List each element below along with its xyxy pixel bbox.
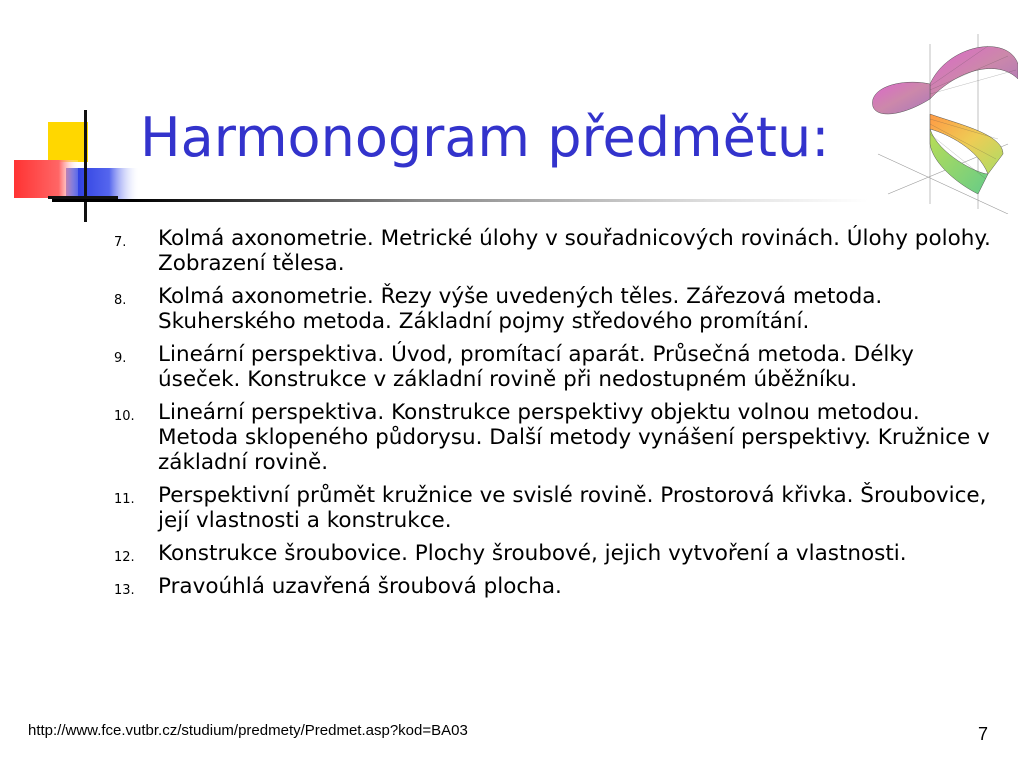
item-number: 9.	[114, 351, 127, 366]
item-number: 7.	[114, 235, 127, 250]
item-text: Konstrukce šroubovice. Plochy šroubové, jejich vytvoření a vlastnosti.	[158, 541, 907, 566]
helicoid-surface-graphic-icon	[868, 24, 1018, 214]
item-text: Lineární perspektiva. Konstrukce perspektivy objektu volnou metodou. Metoda sklopeného půdorysu. Další metody vynášení perspektivy. Kružnice v základní rovině.	[158, 400, 990, 475]
page-number: 7	[978, 724, 989, 744]
item-number: 12.	[114, 550, 135, 565]
item-number: 8.	[114, 293, 127, 308]
topic-list	[114, 226, 994, 607]
item-number: 13.	[114, 583, 135, 598]
square-blocks-decoration-icon	[0, 0, 140, 230]
item-text: Kolmá axonometrie. Řezy výše uvedených těles. Zářezová metoda. Skuherského metoda. Základní pojmy středového promítání.	[158, 284, 883, 334]
list-item	[114, 574, 994, 599]
title-divider	[52, 199, 868, 202]
footer-url: http://www.fce.vutbr.cz/studium/predmety/Predmet.asp?kod=BA03	[28, 722, 468, 739]
item-text: Kolmá axonometrie. Metrické úlohy v souřadnicových rovinách. Úlohy polohy. Zobrazení tělesa.	[158, 226, 991, 276]
item-text: Perspektivní průmět kružnice ve svislé rovině. Prostorová křivka. Šroubovice, její vlastnosti a konstrukce.	[158, 483, 987, 533]
item-number: 11.	[114, 492, 135, 507]
item-text: Lineární perspektiva. Úvod, promítací aparát. Průsečná metoda. Délky úseček. Konstrukce v základní rovině při nedostupném úběžníku.	[158, 342, 914, 392]
list-item	[114, 284, 994, 334]
list-item	[114, 400, 994, 475]
list-item	[114, 342, 994, 392]
item-text: Pravoúhlá uzavřená šroubová plocha.	[158, 574, 562, 599]
slide-title: Harmonogram předmětu:	[140, 106, 830, 169]
list-item	[114, 226, 994, 276]
list-item	[114, 483, 994, 533]
list-item	[114, 541, 994, 566]
item-number: 10.	[114, 409, 135, 424]
